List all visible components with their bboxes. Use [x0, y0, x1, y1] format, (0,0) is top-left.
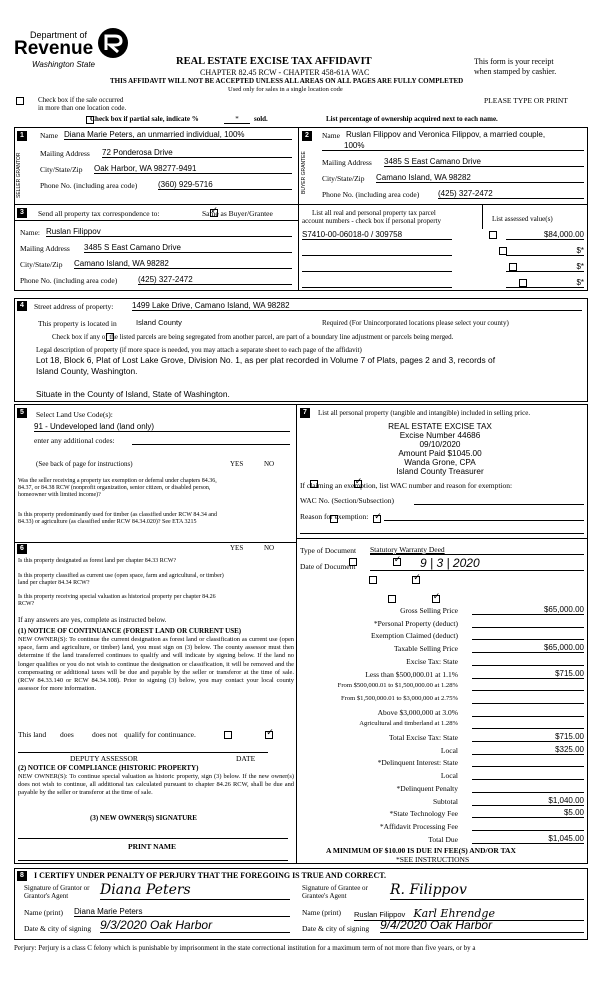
type-or-print: PLEASE TYPE OR PRINT	[484, 96, 568, 105]
corr-name-label: Name:	[20, 228, 40, 237]
additional-codes-field[interactable]	[132, 444, 290, 445]
corr-city-label: City/State/Zip	[20, 260, 63, 269]
seller-name-label: Name	[40, 131, 58, 140]
grantor-date-label: Date & city of signing	[24, 924, 92, 933]
located-label: This property is located in	[38, 319, 117, 328]
sec6-question-1: Is this property designated as forest land per chapter 84.33 RCW?	[18, 558, 177, 564]
new-owner-signature-title: (3) NEW OWNER(S) SIGNATURE	[90, 814, 197, 822]
tax-row-value[interactable]: $1,040.00	[472, 796, 584, 806]
sec6-q2-yes[interactable]	[369, 576, 377, 584]
sec6-q3-no[interactable]	[432, 595, 440, 603]
grantor-name-label: Name (print)	[24, 908, 63, 917]
tax-row-label: From $500,000.01 to $1,500,000.00 at 1.28%	[337, 682, 458, 689]
notice-compliance-body: NEW OWNER(S): To continue special valuation as historic property, sign (3) below. If the new owner(s) does not wish to continue, all additional tax calculated pursuant to chapter 84.26 RCW, shall be due and payable by the seller or transferor at the time of sale.	[18, 773, 294, 797]
seller-side-label: SELLER GRANTOR	[16, 152, 22, 198]
state-label: Washington State	[32, 60, 96, 69]
buyer-name-field-2[interactable]: 100%	[322, 141, 584, 151]
grantee-signature-label: Signature of Grantee or Grantee's Agent	[302, 884, 368, 900]
section-5-number: 5	[17, 408, 27, 418]
buyer-city-field[interactable]: Camano Island, WA 98282	[376, 173, 584, 183]
notice-continuance-title: (1) NOTICE OF CONTINUANCE (FOREST LAND OR CURRENT USE)	[18, 627, 242, 635]
reason-label: Reason for exemption:	[300, 512, 369, 521]
tax-row-value[interactable]	[472, 656, 584, 666]
tax-row-value[interactable]	[472, 783, 584, 793]
see-instructions-note: *SEE INSTRUCTIONS	[396, 855, 470, 864]
section-1-number: 1	[17, 131, 27, 141]
section-4-number: 4	[17, 301, 27, 311]
seller-name-field[interactable]: Diana Marie Peters, an unmarried individual, 100%	[64, 130, 292, 140]
corr-mail-label: Mailing Address	[20, 244, 70, 253]
perjury-note: Perjury: Perjury is a class C felony which is punishable by imprisonment in the state correctional institution for a maximum term of not more than five years, or by a	[14, 944, 476, 952]
tax-row-value[interactable]: $1,045.00	[472, 834, 584, 844]
buyer-mail-field[interactable]: 3485 S East Camano Drive	[384, 157, 584, 167]
sec5-yes-header: YES	[230, 460, 244, 468]
land-does-checkbox[interactable]	[224, 731, 232, 739]
grantee-signature[interactable]: R. Filippov	[390, 882, 584, 900]
grantee-name-print: Ruslan Filippov	[354, 910, 406, 919]
revenue-logo-text: Revenue	[14, 38, 94, 59]
form-title: REAL ESTATE EXCISE TAX AFFIDAVIT	[176, 56, 372, 67]
buyer-phone-label: Phone No. (including area code)	[322, 190, 420, 199]
parcel-row-1[interactable]: S7410-00-06018-0 / 309758	[302, 230, 452, 240]
form-subtitle: CHAPTER 82.45 RCW - CHAPTER 458-61A WAC	[200, 68, 370, 77]
partial-sale-sold: sold.	[254, 115, 268, 123]
parcel-header: List all real and personal property tax parcel	[312, 209, 436, 217]
corr-mail-field[interactable]: 3485 S East Camano Drive	[84, 243, 292, 253]
buyer-name-field[interactable]: Ruslan Filippov and Veronica Filippov, a married couple,	[346, 130, 546, 139]
parcel-row-4[interactable]	[302, 278, 452, 288]
buyer-mail-label: Mailing Address	[322, 158, 372, 167]
sec5-question-2: Is this property predominantly used for timber (as classified under RCW 84.34 and 84.33) or agriculture (as classified under RCW 84.34.020)? See ETA 3215	[18, 512, 218, 525]
tax-row-value[interactable]: $65,000.00	[472, 643, 584, 653]
exemption-label: If claiming an exemption, list WAC number and reason for exemption:	[300, 481, 513, 490]
assessed-value-1[interactable]: $84,000.00	[506, 230, 584, 240]
buyer-phone-field[interactable]: (425) 327-2472	[438, 189, 584, 199]
section-2-number: 2	[302, 131, 312, 141]
see-back-label: (See back of page for instructions)	[36, 460, 133, 468]
grantee-name-label: Name (print)	[302, 908, 341, 917]
sec6-yes-header: YES	[230, 544, 244, 552]
doc-date-field[interactable]: 9 | 3 | 2020	[370, 556, 584, 571]
stamp-line-3: 09/10/2020	[419, 440, 461, 449]
tax-row-value[interactable]	[472, 618, 584, 628]
tax-row-value[interactable]: $5.00	[472, 808, 584, 818]
corr-phone-field[interactable]: (425) 327-2472	[138, 275, 292, 285]
this-land-label: This land	[18, 730, 47, 739]
land-does-label: does	[60, 730, 74, 739]
assessed-value-2[interactable]: $*	[506, 246, 584, 256]
single-location-note: Used only for sales in a single location code	[228, 86, 343, 93]
print-name-label: PRINT NAME	[128, 842, 176, 851]
sec6-q2-no[interactable]	[412, 576, 420, 584]
tax-row-value[interactable]	[472, 770, 584, 780]
assessed-header: List assessed value(s)	[492, 215, 553, 223]
notice-continuance-body: NEW OWNER(S): To continue the current designation as forest land or classification as current use (open space, farm and agriculture, or timber) land, you must sign on (3) below. The county assessor must then determine if the land transferred continues to qualify and will indicate by signing below. If the land no longer qualifies or you do not wish to continue the designation or classification, it will be removed and the compensating or additional taxes will be due and payable by the seller or transferor at the time of sale. (RCW 84.33.140 or RCW 84.34.108). Prior to signing (3) below, you may contact your local county assessor for more information.	[18, 636, 294, 693]
sec6-q3-yes[interactable]	[388, 595, 396, 603]
personal-property-label: List all personal property (tangible and intangible) included in selling price.	[318, 409, 531, 417]
seller-city-field[interactable]: Oak Harbor, WA 98277-9491	[94, 164, 292, 174]
sec6-question-2: Is this property classified as current use (open space, farm and agricultural, or timber) land per chapter 84.34 RCW?	[18, 573, 224, 586]
tax-row-label: *Delinquent Interest: State	[377, 758, 458, 767]
land-does-not-label: does not	[92, 730, 118, 739]
tax-row-label: *Delinquent Penalty	[396, 784, 458, 793]
sec5-question-1: Was the seller receiving a property tax exemption or deferral under chapters 84.36, 84.37, or 84.38 RCW (nonprofit organization, senior citizen, or disabled person, homeowner with limited income)?	[18, 478, 217, 498]
parcel-row-3[interactable]	[302, 262, 452, 272]
legal-line-2[interactable]: Island County, Washington.	[36, 366, 138, 376]
multi-location-label-2: in more than one location code.	[38, 104, 127, 112]
buyer-name-label: Name	[322, 131, 340, 140]
tax-row-label: Less than $500,000.01 at 1.1%	[365, 670, 458, 679]
county-required-note: Required (For Unincorporated locations please select your county)	[322, 319, 509, 327]
buyer-side-label: BUYER GRANTEE	[301, 151, 307, 195]
tax-row-value[interactable]	[472, 681, 584, 691]
tax-row-label: *Affidavit Processing Fee	[379, 822, 458, 831]
stamp-line-1: REAL ESTATE EXCISE TAX	[388, 422, 492, 431]
minimum-fee-note: A MINIMUM OF $10.00 IS DUE IN FEE(S) AND/OR TAX	[326, 846, 516, 855]
tax-row-value[interactable]	[472, 757, 584, 767]
sec5-no-header: NO	[264, 460, 275, 468]
tax-row-label: Local	[440, 746, 458, 755]
tax-row-value[interactable]	[472, 694, 584, 704]
partial-sale-percent[interactable]: *	[224, 115, 250, 124]
reason-field-2[interactable]	[300, 533, 584, 534]
stamp-line-5: Wanda Grone, CPA	[404, 458, 476, 467]
grantor-signature[interactable]: Diana Peters	[100, 882, 290, 900]
doc-type-field[interactable]: Statutory Warranty Deed	[370, 545, 584, 555]
parcel-row-2[interactable]	[302, 246, 452, 256]
land-use-code-field[interactable]: 91 - Undeveloped land (land only)	[34, 422, 290, 432]
tax-row-label: Subtotal	[432, 797, 458, 806]
if-yes-note: If any answers are yes, complete as instructed below.	[18, 616, 167, 624]
corr-name-field[interactable]: Ruslan Filippov	[46, 227, 292, 237]
certify-statement: I CERTIFY UNDER PENALTY OF PERJURY THAT THE FOREGOING IS TRUE AND CORRECT.	[34, 871, 387, 880]
ownership-pct-note: List percentage of ownership acquired next to each name.	[326, 115, 498, 123]
tax-row-label: Taxable Selling Price	[393, 644, 458, 653]
street-label: Street address of property:	[34, 302, 114, 311]
assessed-value-3[interactable]: $*	[506, 262, 584, 272]
additional-codes-label: enter any additional codes:	[34, 436, 115, 445]
parcel-header-2: account numbers - check box if personal property	[302, 217, 441, 225]
tax-row-value[interactable]	[472, 630, 584, 640]
grantor-date-field[interactable]: 9/3/2020 Oak Harbor	[100, 918, 290, 933]
wac-label: WAC No. (Section/Subsection)	[300, 496, 394, 505]
seller-phone-field[interactable]: (360) 929-5716	[158, 180, 292, 190]
deputy-date-label: DATE	[236, 754, 256, 763]
doc-type-label: Type of Document	[300, 546, 357, 555]
buyer-city-label: City/State/Zip	[322, 174, 365, 183]
deputy-assessor-label: DEPUTY ASSESSOR	[70, 754, 138, 763]
legal-line-3[interactable]: Situate in the County of Island, State of Washington.	[36, 389, 230, 399]
seller-phone-label: Phone No. (including area code)	[40, 181, 138, 190]
stamp-line-2: Excise Number 44686	[399, 431, 481, 440]
tax-row-value[interactable]: $65,000.00	[472, 605, 584, 615]
tax-row-label: Agricultural and timberland at 1.28%	[359, 720, 458, 727]
form-warning: THIS AFFIDAVIT WILL NOT BE ACCEPTED UNLESS ALL AREAS ON ALL PAGES ARE FULLY COMPLETED	[110, 77, 464, 85]
land-use-label: Select Land Use Code(s):	[36, 410, 113, 419]
seller-mail-label: Mailing Address	[40, 149, 90, 158]
grantee-name-handwritten: Karl Ehrendge	[413, 907, 495, 920]
dept-of-label: Department of	[30, 30, 88, 40]
notice-compliance-title: (2) NOTICE OF COMPLIANCE (HISTORIC PROPERTY)	[18, 764, 199, 772]
tax-row-value[interactable]: $715.00	[472, 669, 584, 679]
segregated-label: Check box if any of the listed parcels are being segregated from another parcel, are part of a boundary line adjustment or parcels being merged.	[52, 333, 454, 341]
dor-logo-icon	[96, 26, 130, 60]
parcel-1-personal-checkbox[interactable]	[489, 231, 497, 239]
legal-label: Legal description of property (if more space is needed, you may attach a separate sheet to each page of the affidavit)	[36, 346, 362, 354]
corr-phone-label: Phone No. (including area code)	[20, 276, 118, 285]
county-field[interactable]: Island County	[136, 318, 182, 327]
grantee-date-field[interactable]: 9/4/2020 Oak Harbor	[380, 918, 584, 933]
street-field[interactable]: 1499 Lake Drive, Camano Island, WA 98282	[132, 301, 582, 311]
tax-row-label: Excise Tax: State	[406, 657, 458, 666]
tax-row-value[interactable]	[472, 707, 584, 717]
legal-line-1[interactable]: Lot 18, Block 6, Plat of Lost Lake Grove, Division No. 1, as per plat recorded in Volume 7 of Plats, pages 2 and 3, records of	[36, 355, 496, 365]
tax-row-label: From $1,500,000.01 to $3,000,000 at 2.75%	[340, 695, 458, 702]
stamp-line-6: Island County Treasurer	[396, 467, 484, 476]
tax-row-label: Total Excise Tax: State	[388, 733, 458, 742]
receipt-note: This form is your receipt	[474, 57, 554, 66]
tax-row-label: Exemption Claimed (deduct)	[370, 631, 458, 640]
section-6-number: 6	[17, 544, 27, 554]
tax-row-value[interactable]: $325.00	[472, 745, 584, 755]
sec5-q2-no[interactable]	[373, 515, 381, 523]
section-7-number: 7	[300, 408, 310, 418]
seller-city-label: City/State/Zip	[40, 165, 83, 174]
section-3-number: 3	[17, 208, 27, 218]
receipt-note-2: when stamped by cashier.	[474, 67, 557, 76]
reason-field[interactable]	[384, 520, 584, 521]
qualify-label: qualify for continuance.	[124, 730, 196, 739]
assessed-value-4[interactable]: $*	[506, 278, 584, 288]
tax-row-label: *Personal Property (deduct)	[373, 619, 458, 628]
multi-location-label: Check box if the sale occurred	[38, 96, 124, 104]
treasurer-stamp	[340, 422, 540, 476]
tax-row-label: Above $3,000,000 at 3.0%	[377, 708, 458, 717]
tax-row-label: Gross Selling Price	[400, 606, 458, 615]
sec6-no-header: NO	[264, 544, 275, 552]
section-8-number: 8	[17, 871, 27, 881]
partial-sale-label: Check box if partial sale, indicate %	[90, 115, 199, 123]
tax-row-label: Total Due	[428, 835, 458, 844]
seller-mail-field[interactable]: 72 Ponderosa Drive	[102, 148, 292, 158]
multi-location-checkbox[interactable]	[16, 97, 24, 105]
wac-field[interactable]	[414, 504, 584, 505]
tax-row-label: Local	[440, 771, 458, 780]
same-as-buyer-label: Same as Buyer/Grantee	[202, 209, 273, 218]
tax-row-value[interactable]: $715.00	[472, 732, 584, 742]
doc-date-label: Date of Document	[300, 562, 356, 571]
correspondence-label: Send all property tax correspondence to:	[38, 209, 160, 218]
corr-city-field[interactable]: Camano Island, WA 98282	[74, 259, 292, 269]
stamp-line-4: Amount Paid $1045.00	[398, 449, 482, 458]
tax-row-label: *State Technology Fee	[389, 809, 458, 818]
grantor-signature-label: Signature of Grantor or Grantor's Agent	[24, 884, 90, 900]
tax-row-value[interactable]	[472, 821, 584, 831]
sec6-question-3: Is this property receiving special valuation as historical property per chapter 84.26 RCW?	[18, 594, 216, 607]
tax-row-value[interactable]	[472, 719, 584, 729]
grantee-date-label: Date & city of signing	[302, 924, 370, 933]
grantor-name-field[interactable]: Diana Marie Peters	[74, 907, 290, 917]
